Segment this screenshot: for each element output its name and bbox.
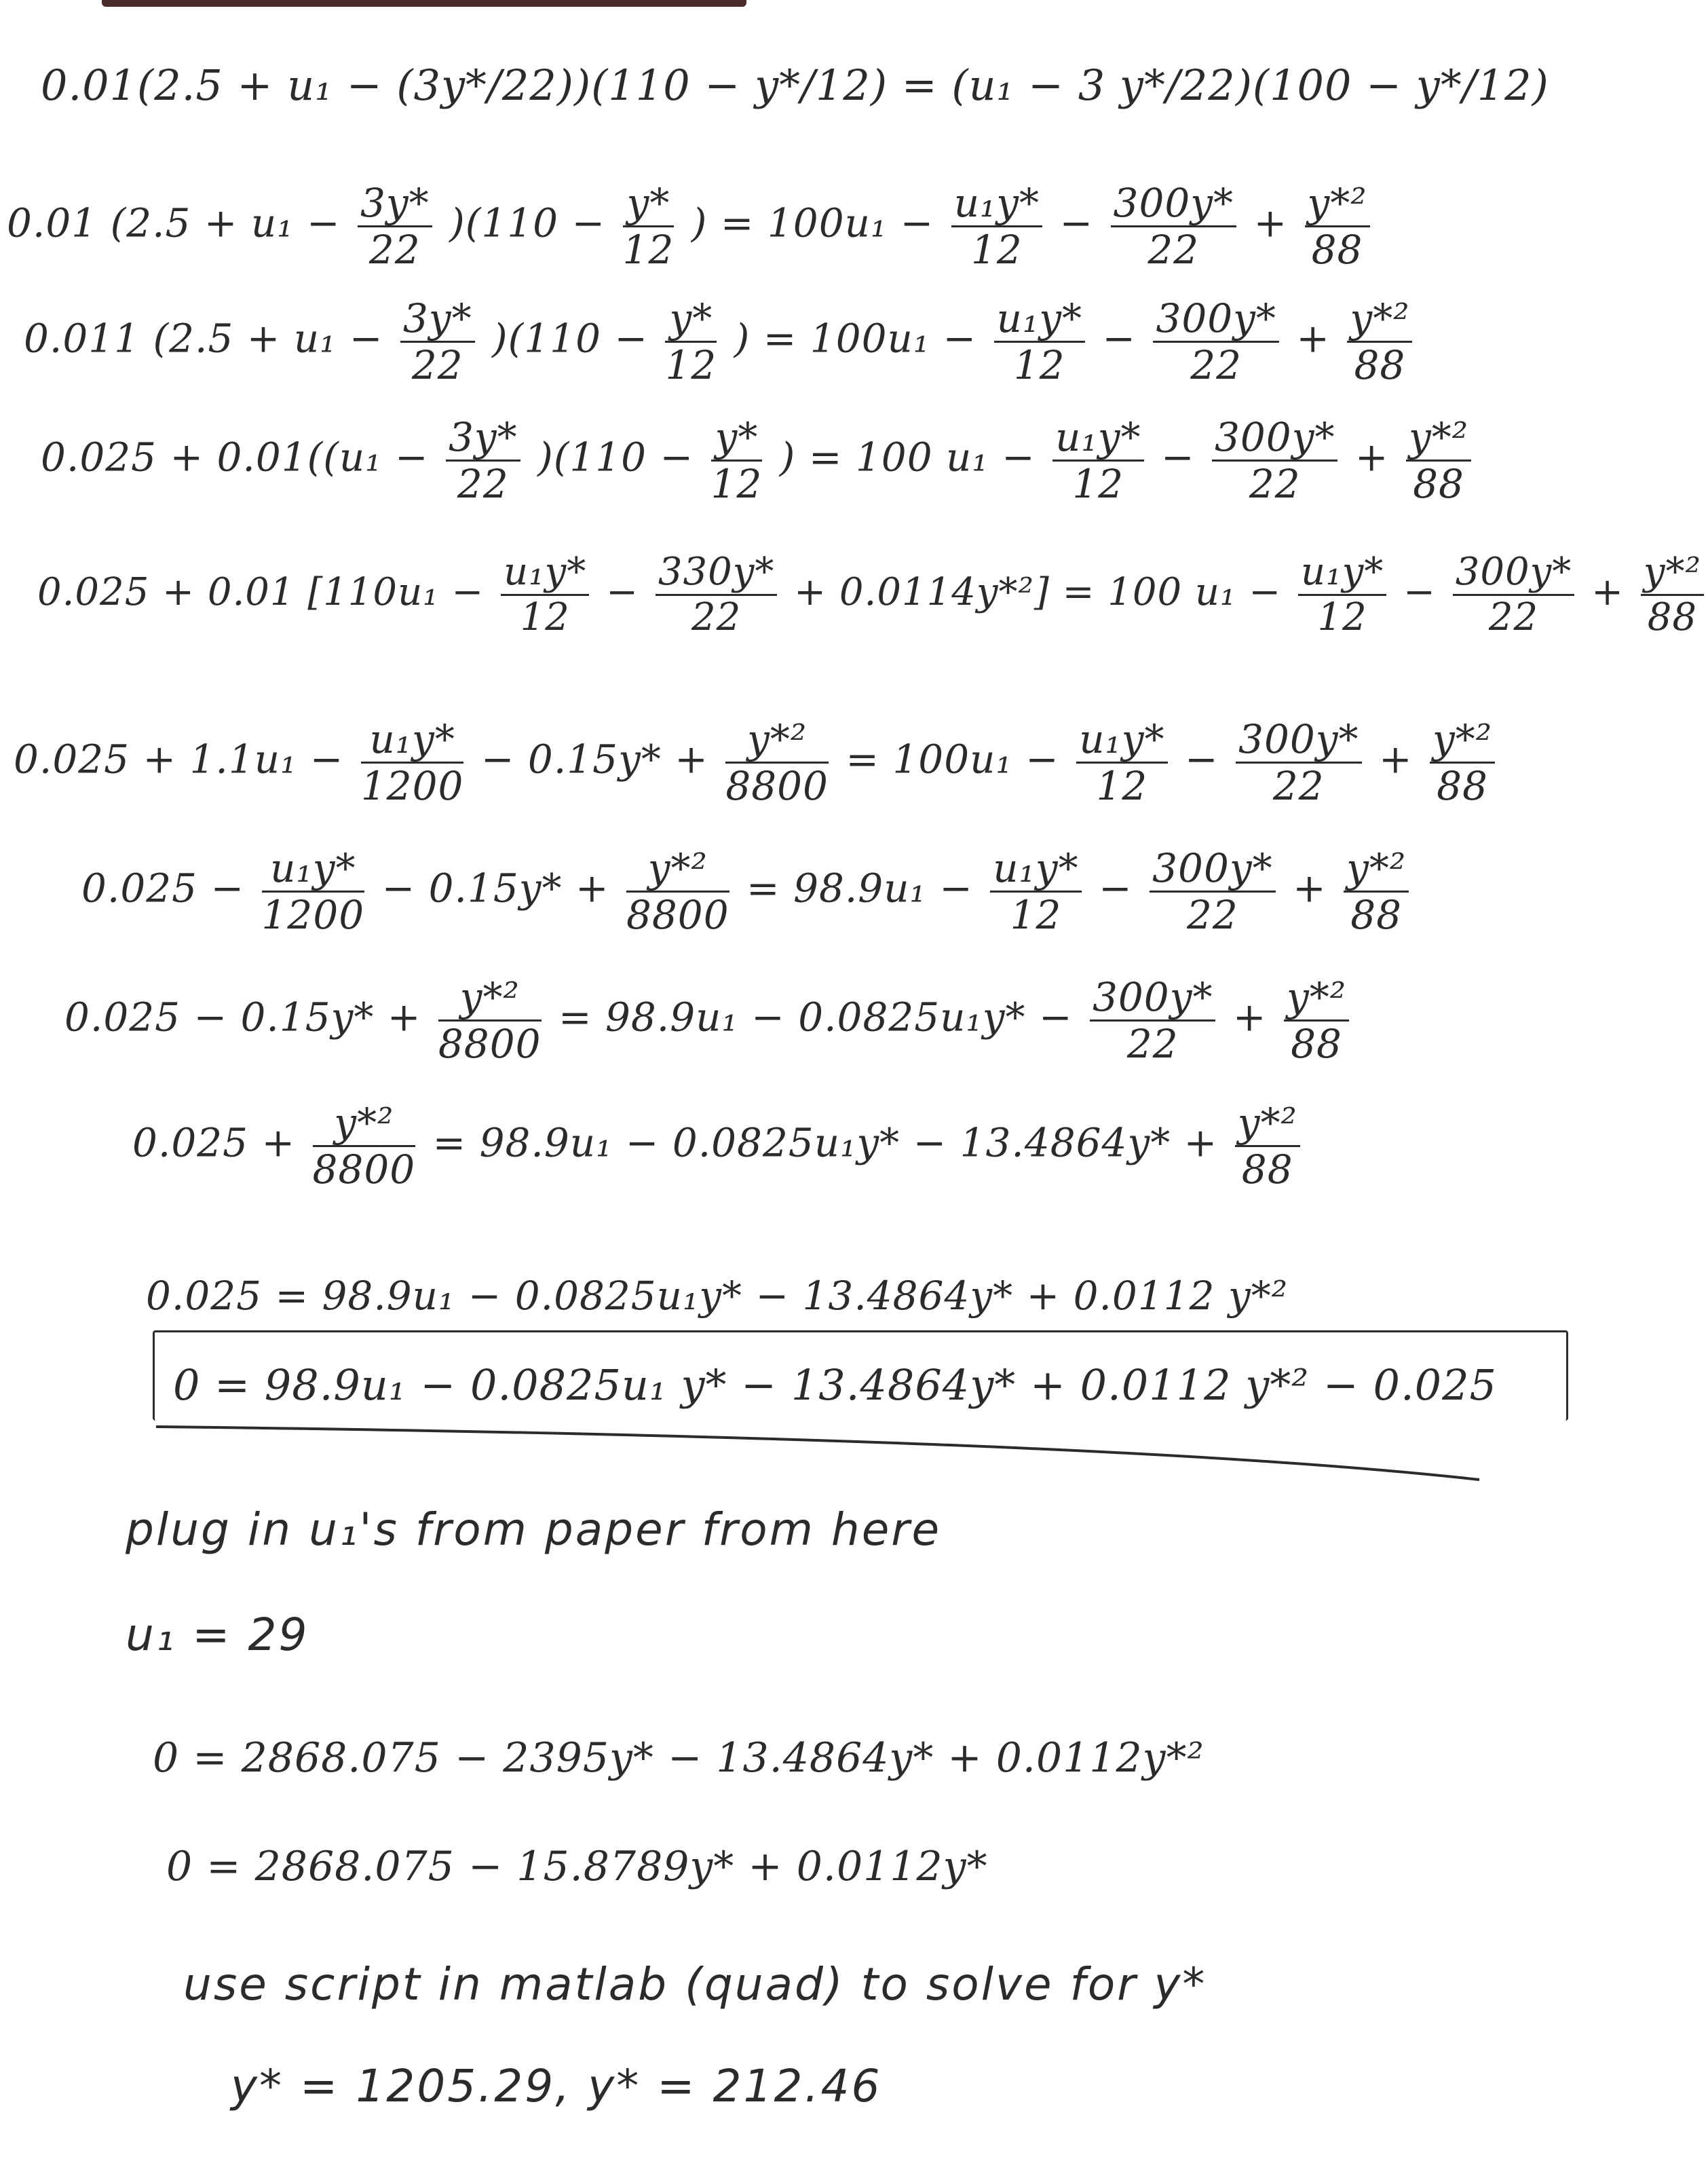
- fraction: $\frac{300y*}{22}$: [1453, 553, 1575, 637]
- box-underline-stroke: [156, 1419, 1568, 1486]
- equation-line-14: 0 = 2868.075 − 2395y* − 13.4864y* + 0.0112y*²: [153, 1734, 1204, 1782]
- equation-line-1: [41, 60, 1549, 110]
- fraction: $\frac{\text{y*²}}{8800}$: [312, 1100, 416, 1193]
- fraction: $\frac{\text{y*²}}{88}$: [1347, 299, 1412, 385]
- equation-line-4: 0.025 + 0.01((u₁ − $\frac{3y*}{22}$ )(110 − $\frac{y*}{12}$ ) = 100 u₁ − $\frac{\text{u₁y*}}{12}$ − $\frac{300y*}{22}$ + $\frac{\text{y*²}}{88}$: [41, 417, 1475, 504]
- fraction: $\frac{\text{y*²}}{88}$: [1406, 417, 1471, 504]
- fraction: $\frac{300y*}{22}$: [1236, 719, 1361, 806]
- equation-line-15: 0 = 2868.075 − 15.8789y* + 0.0112y*: [166, 1843, 988, 1890]
- fraction: $\frac{y*}{12}$: [665, 295, 717, 388]
- fraction: $\frac{y*}{12}$: [622, 180, 675, 273]
- equation-text: 0.01(2.5 + u₁ − (3y*/22))(110 − y*/12) = (u₁ − 3 y*/22)(100 − y*/12): [41, 60, 1549, 110]
- equation-line-7: 0.025 − $\frac{\text{u₁y*}}{1200}$ − 0.15y* + $\frac{\text{y*²}}{8800}$ = 98.9u₁ − $\frac{\text{u₁y*}}{12}$ − $\frac{300y*}{22}$ + $\frac{\text{y*²}}{88}$: [81, 848, 1413, 935]
- note-u1-value: u₁ = 29: [126, 1609, 309, 1661]
- fraction: $\frac{y*}{12}$: [710, 414, 763, 507]
- fraction: $\frac{\text{y*²}}{88}$: [1284, 977, 1349, 1064]
- equation-line-11-boxed: 0 = 98.9u₁ − 0.0825u₁ y* − 13.4864y* + 0.0112 y*² − 0.025: [173, 1360, 1497, 1410]
- fraction: $\frac{300y*}{22}$: [1150, 848, 1275, 935]
- fraction: $\frac{\text{u₁y*}}{12}$: [1298, 553, 1386, 637]
- equation-line-3: 0.011 (2.5 + u₁ − $\frac{3y*}{22}$ )(110 − $\frac{y*}{12}$ ) = 100u₁ − $\frac{\text{u₁y*}}{12}$ − $\frac{300y*}{22}$ + $\frac{\text{y*²}}{88}$: [24, 299, 1416, 385]
- fraction: $\frac{\text{u₁y*}}{1200}$: [360, 716, 464, 809]
- page-top-edge: [102, 0, 746, 7]
- equation-line-9: 0.025 + $\frac{\text{y*²}}{8800}$ = 98.9u₁ − 0.0825u₁y* − 13.4864y* + $\frac{\text{y*²}}{88}$: [132, 1103, 1304, 1189]
- fraction: $\frac{300y*}{22}$: [1090, 977, 1215, 1064]
- equation-line-10: 0.025 = 98.9u₁ − 0.0825u₁y* − 13.4864y* + 0.0112 y*²: [146, 1273, 1288, 1319]
- fraction: $\frac{\text{y*²}}{8800}$: [438, 974, 542, 1067]
- fraction: $\frac{\text{u₁y*}}{12}$: [501, 553, 589, 637]
- fraction: $\frac{300y*}{22}$: [1153, 299, 1278, 385]
- fraction: $\frac{\text{y*²}}{88}$: [1344, 848, 1409, 935]
- fraction: $\frac{\text{y*²}}{8800}$: [725, 716, 829, 809]
- fraction: $\frac{3y*}{22}$: [400, 299, 475, 385]
- equation-text: 0.01 (2.5 + u₁ −: [7, 200, 341, 246]
- equation-line-2: 0.01 (2.5 + u₁ − $\frac{3y*}{22}$ )(110 − $\frac{y*}{12}$ ) = 100u₁ − $\frac{\text{u₁y*}}{12}$ − $\frac{300y*}{22}$ + $\frac{\text{y*²}}{88}$: [7, 183, 1374, 269]
- fraction: $\frac{330y*}{22}$: [656, 553, 778, 637]
- fraction: $\frac{\text{y*²}}{88}$: [1641, 553, 1704, 637]
- fraction: $\frac{\text{y*²}}{88}$: [1430, 719, 1495, 806]
- fraction: $\frac{\text{u₁y*}}{12}$: [994, 299, 1085, 385]
- equation-line-8: 0.025 − 0.15y* + $\frac{\text{y*²}}{8800}$ = 98.9u₁ − 0.0825u₁y* − $\frac{300y*}{22}$ + $\frac{\text{y*²}}{88}$: [64, 977, 1353, 1064]
- fraction: $\frac{300y*}{22}$: [1212, 417, 1337, 504]
- equation-line-5: 0.025 + 0.01 [110u₁ − $\frac{\text{u₁y*}}{12}$ − $\frac{330y*}{22}$ + 0.0114y*²] = 100 u₁ − $\frac{\text{u₁y*}}{12}$ − $\frac{300y*}{22}$ + $\frac{\text{y*²}}{88}$: [37, 553, 1708, 637]
- fraction: $\frac{\text{u₁y*}}{12}$: [1076, 719, 1167, 806]
- equation-line-6: 0.025 + 1.1u₁ − $\frac{\text{u₁y*}}{1200}$ − 0.15y* + $\frac{\text{y*²}}{8800}$ = 100u₁ − $\frac{\text{u₁y*}}{12}$ − $\frac{300y*}{22}$ + $\frac{\text{y*²}}{88}$: [14, 719, 1499, 806]
- note-matlab: use script in matlab (quad) to solve for y*: [183, 1958, 1207, 2010]
- fraction: $\frac{\text{y*²}}{88}$: [1305, 183, 1370, 269]
- fraction: $\frac{3y*}{22}$: [446, 417, 520, 504]
- fraction: $\frac{\text{u₁y*}}{12}$: [1052, 417, 1143, 504]
- note-plug-in: plug in u₁'s from paper from here: [126, 1503, 942, 1556]
- fraction: $\frac{\text{y*²}}{88}$: [1235, 1103, 1300, 1189]
- fraction: $\frac{\text{y*²}}{8800}$: [626, 845, 729, 938]
- fraction: $\frac{\text{u₁y*}}{12}$: [990, 848, 1081, 935]
- fraction: $\frac{300y*}{22}$: [1111, 183, 1236, 269]
- fraction: $\frac{3y*}{22}$: [358, 183, 432, 269]
- fraction: $\frac{\text{u₁y*}}{1200}$: [261, 845, 365, 938]
- note-solution: y* = 1205.29, y* = 212.46: [231, 2060, 882, 2112]
- fraction: $\frac{\text{u₁y*}}{12}$: [951, 183, 1042, 269]
